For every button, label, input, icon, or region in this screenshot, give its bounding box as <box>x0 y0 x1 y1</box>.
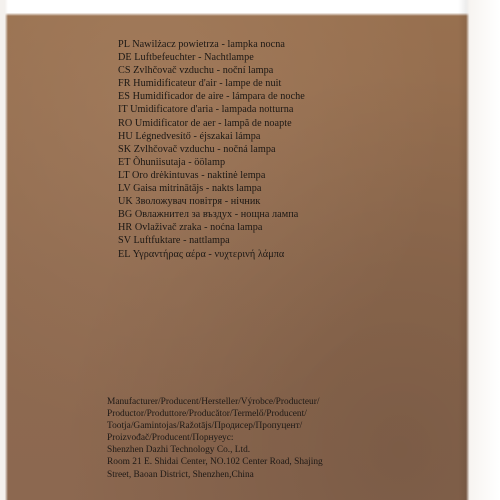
manufacturer-line: Room 21 E. Shidai Center, NO.102 Center Road, Shajing <box>107 457 323 468</box>
translation-line: LT Oro drėkintuvas - naktinė lempa <box>118 169 266 181</box>
translation-line: ET Õhuniisutaja - öölamp <box>118 156 226 168</box>
translation-line: EL Υγραντήρας αέρα - νυχτερινή λάμπα <box>118 248 285 260</box>
manufacturer-line: Manufacturer/Producent/Hersteller/Výrobce/Producteur/ <box>107 397 320 407</box>
white-background-top <box>0 0 500 16</box>
white-background-right <box>466 0 500 500</box>
translation-line: UK Зволожувач повітря - нічник <box>118 196 261 208</box>
translation-line: IT Umidificatore d'aria - lampada notturna <box>118 104 294 116</box>
translation-line: SV Luftfuktare - nattlampa <box>118 235 230 247</box>
translation-line: CS Zvlhčovač vzduchu - noční lampa <box>118 65 274 77</box>
translation-line: FR Humidificateur d'air - lampe de nuit <box>118 78 282 90</box>
translation-line: LV Gaisa mitrinātājs - nakts lampa <box>118 183 262 195</box>
manufacturer-line: Proizvođač/Producent/Порнуеус: <box>107 433 234 444</box>
translation-line: PL Nawilżacz powietrza - lampka nocna <box>118 39 285 50</box>
manufacturer-line: Street, Baoan District, Shenzhen,China <box>107 469 254 480</box>
white-background-left <box>0 0 8 500</box>
manufacturer-info <box>107 396 407 481</box>
translation-line: HR Ovlaživač zraka - noćna lampa <box>118 222 263 234</box>
translation-line: ES Humidificador de aire - lámpara de noche <box>118 91 305 103</box>
translation-line: RO Umidificator de aer - lampă de noapte <box>118 117 292 129</box>
manufacturer-line: Tootja/Gamintojas/Ražotājs/Продисер/Пропуцент/ <box>107 421 303 432</box>
translation-line: SK Zvlhčovač vzduchu - nočná lampa <box>118 143 276 155</box>
manufacturer-line: Productor/Produttore/Producător/Termelő/Producent/ <box>107 409 307 420</box>
manufacturer-line: Shenzhen Dazhi Technology Co., Ltd. <box>107 445 251 456</box>
translation-line: BG Овлажнител за въздух - нощна лампа <box>118 209 299 221</box>
translation-line: DE Luftbefeuchter - Nachtlampe <box>118 52 254 64</box>
product-name-translations <box>118 38 448 261</box>
translation-line: HU Légnedvesítő - éjszakai lámpa <box>118 130 261 142</box>
